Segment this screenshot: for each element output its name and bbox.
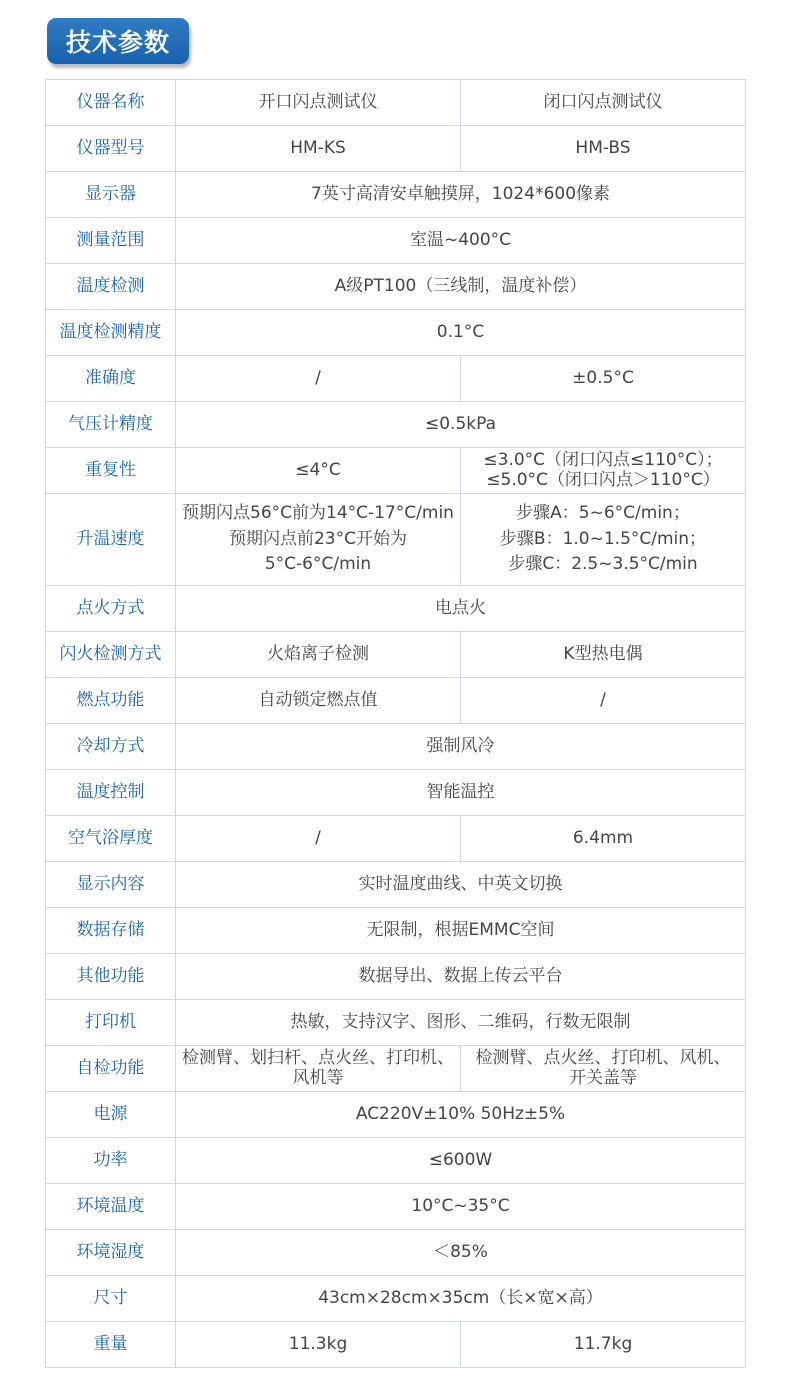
open-tester-value: HM-KS — [176, 126, 461, 172]
shared-value: 室温~400°C — [176, 218, 746, 264]
value-line: 开关盖等 — [569, 1067, 637, 1088]
shared-value: 实时温度曲线、中英文切换 — [176, 862, 746, 908]
value-line: 5°C-6°C/min — [264, 554, 372, 575]
table-row — [46, 218, 746, 264]
shared-value: 无限制，根据EMMC空间 — [176, 908, 746, 954]
shared-value: 电点火 — [176, 586, 746, 632]
table-row — [46, 1322, 746, 1368]
param-label: 温度检测 — [46, 264, 176, 310]
shared-value: 43cm×28cm×35cm（长×宽×高） — [176, 1276, 746, 1322]
param-label: 显示器 — [46, 172, 176, 218]
value-line: 步骤B：1.0~1.5°C/min； — [499, 528, 707, 549]
table-row — [46, 494, 746, 586]
shared-value: 强制风冷 — [176, 724, 746, 770]
table-row — [46, 1184, 746, 1230]
table-row — [46, 1138, 746, 1184]
param-label: 环境温度 — [46, 1184, 176, 1230]
param-label: 重量 — [46, 1322, 176, 1368]
param-label: 功率 — [46, 1138, 176, 1184]
table-row — [46, 632, 746, 678]
table-row — [46, 954, 746, 1000]
shared-value: ≤0.5kPa — [176, 402, 746, 448]
closed-tester-value: ±0.5°C — [461, 356, 746, 402]
param-label: 闪火检测方式 — [46, 632, 176, 678]
table-row — [46, 448, 746, 494]
open-tester-value: 火焰离子检测 — [176, 632, 461, 678]
value-line: 步骤A：5~6°C/min； — [516, 503, 690, 524]
shared-value: 7英寸高清安卓触摸屏，1024*600像素 — [176, 172, 746, 218]
table-row — [46, 1000, 746, 1046]
param-label: 显示内容 — [46, 862, 176, 908]
value-line: 步骤C：2.5~3.5°C/min — [508, 554, 698, 575]
table-row — [46, 1046, 746, 1092]
closed-tester-value — [461, 448, 746, 494]
value-line: 检测臂、点火丝、打印机、风机、 — [475, 1047, 731, 1068]
table-row — [46, 310, 746, 356]
table-row — [46, 586, 746, 632]
shared-value: 热敏，支持汉字、图形、二维码，行数无限制 — [176, 1000, 746, 1046]
param-label: 气压计精度 — [46, 402, 176, 448]
param-label: 电源 — [46, 1092, 176, 1138]
table-row — [46, 1230, 746, 1276]
open-tester-value: 开口闪点测试仪 — [176, 80, 461, 126]
open-tester-value: / — [176, 356, 461, 402]
param-label: 温度检测精度 — [46, 310, 176, 356]
open-tester-value: 11.3kg — [176, 1322, 461, 1368]
shared-value: 智能温控 — [176, 770, 746, 816]
closed-tester-value: 11.7kg — [461, 1322, 746, 1368]
open-tester-value: 自动锁定燃点值 — [176, 678, 461, 724]
param-label: 仪器名称 — [46, 80, 176, 126]
param-label: 准确度 — [46, 356, 176, 402]
shared-value: A级PT100（三线制，温度补偿） — [176, 264, 746, 310]
param-label: 尺寸 — [46, 1276, 176, 1322]
open-tester-value — [176, 1046, 461, 1092]
value-line: ≤3.0°C（闭口闪点≤110°C）； — [483, 449, 723, 470]
param-label: 自检功能 — [46, 1046, 176, 1092]
table-row — [46, 770, 746, 816]
closed-tester-value: 6.4mm — [461, 816, 746, 862]
param-label: 重复性 — [46, 448, 176, 494]
table-row — [46, 402, 746, 448]
param-label: 数据存储 — [46, 908, 176, 954]
table-row — [46, 264, 746, 310]
table-row — [46, 678, 746, 724]
value-line: 预期闪点前23°C开始为 — [228, 528, 407, 549]
shared-value: 数据导出、数据上传云平台 — [176, 954, 746, 1000]
table-row — [46, 1276, 746, 1322]
shared-value: ≤600W — [176, 1138, 746, 1184]
shared-value: AC220V±10% 50Hz±5% — [176, 1092, 746, 1138]
value-line: 检测臂、划扫杆、点火丝、打印机、 — [182, 1047, 454, 1068]
section-title: 技术参数 — [47, 18, 189, 64]
closed-tester-value: K型热电偶 — [461, 632, 746, 678]
param-label: 其他功能 — [46, 954, 176, 1000]
shared-value: 10°C~35°C — [176, 1184, 746, 1230]
param-label: 测量范围 — [46, 218, 176, 264]
closed-tester-value — [461, 494, 746, 586]
table-row — [46, 862, 746, 908]
param-label: 环境湿度 — [46, 1230, 176, 1276]
table-row — [46, 126, 746, 172]
table-row — [46, 816, 746, 862]
table-row — [46, 1092, 746, 1138]
closed-tester-value: HM-BS — [461, 126, 746, 172]
shared-value: 0.1°C — [176, 310, 746, 356]
closed-tester-value: 闭口闪点测试仪 — [461, 80, 746, 126]
open-tester-value: / — [176, 816, 461, 862]
param-label: 温度控制 — [46, 770, 176, 816]
param-label: 打印机 — [46, 1000, 176, 1046]
shared-value: ＜85% — [176, 1230, 746, 1276]
param-label: 燃点功能 — [46, 678, 176, 724]
closed-tester-value: / — [461, 678, 746, 724]
param-label: 冷却方式 — [46, 724, 176, 770]
param-label: 空气浴厚度 — [46, 816, 176, 862]
table-row — [46, 908, 746, 954]
table-row — [46, 724, 746, 770]
param-label: 点火方式 — [46, 586, 176, 632]
open-tester-value: ≤4°C — [176, 448, 461, 494]
value-line: 预期闪点56°C前为14°C-17°C/min — [182, 503, 454, 524]
param-label: 仪器型号 — [46, 126, 176, 172]
value-line: 风机等 — [292, 1067, 344, 1088]
table-row — [46, 172, 746, 218]
value-line: ≤5.0°C（闭口闪点＞110°C） — [486, 469, 720, 490]
open-tester-value — [176, 494, 461, 586]
closed-tester-value — [461, 1046, 746, 1092]
table-row — [46, 356, 746, 402]
param-label: 升温速度 — [46, 494, 176, 586]
table-row — [46, 80, 746, 126]
spec-table — [45, 79, 746, 1368]
